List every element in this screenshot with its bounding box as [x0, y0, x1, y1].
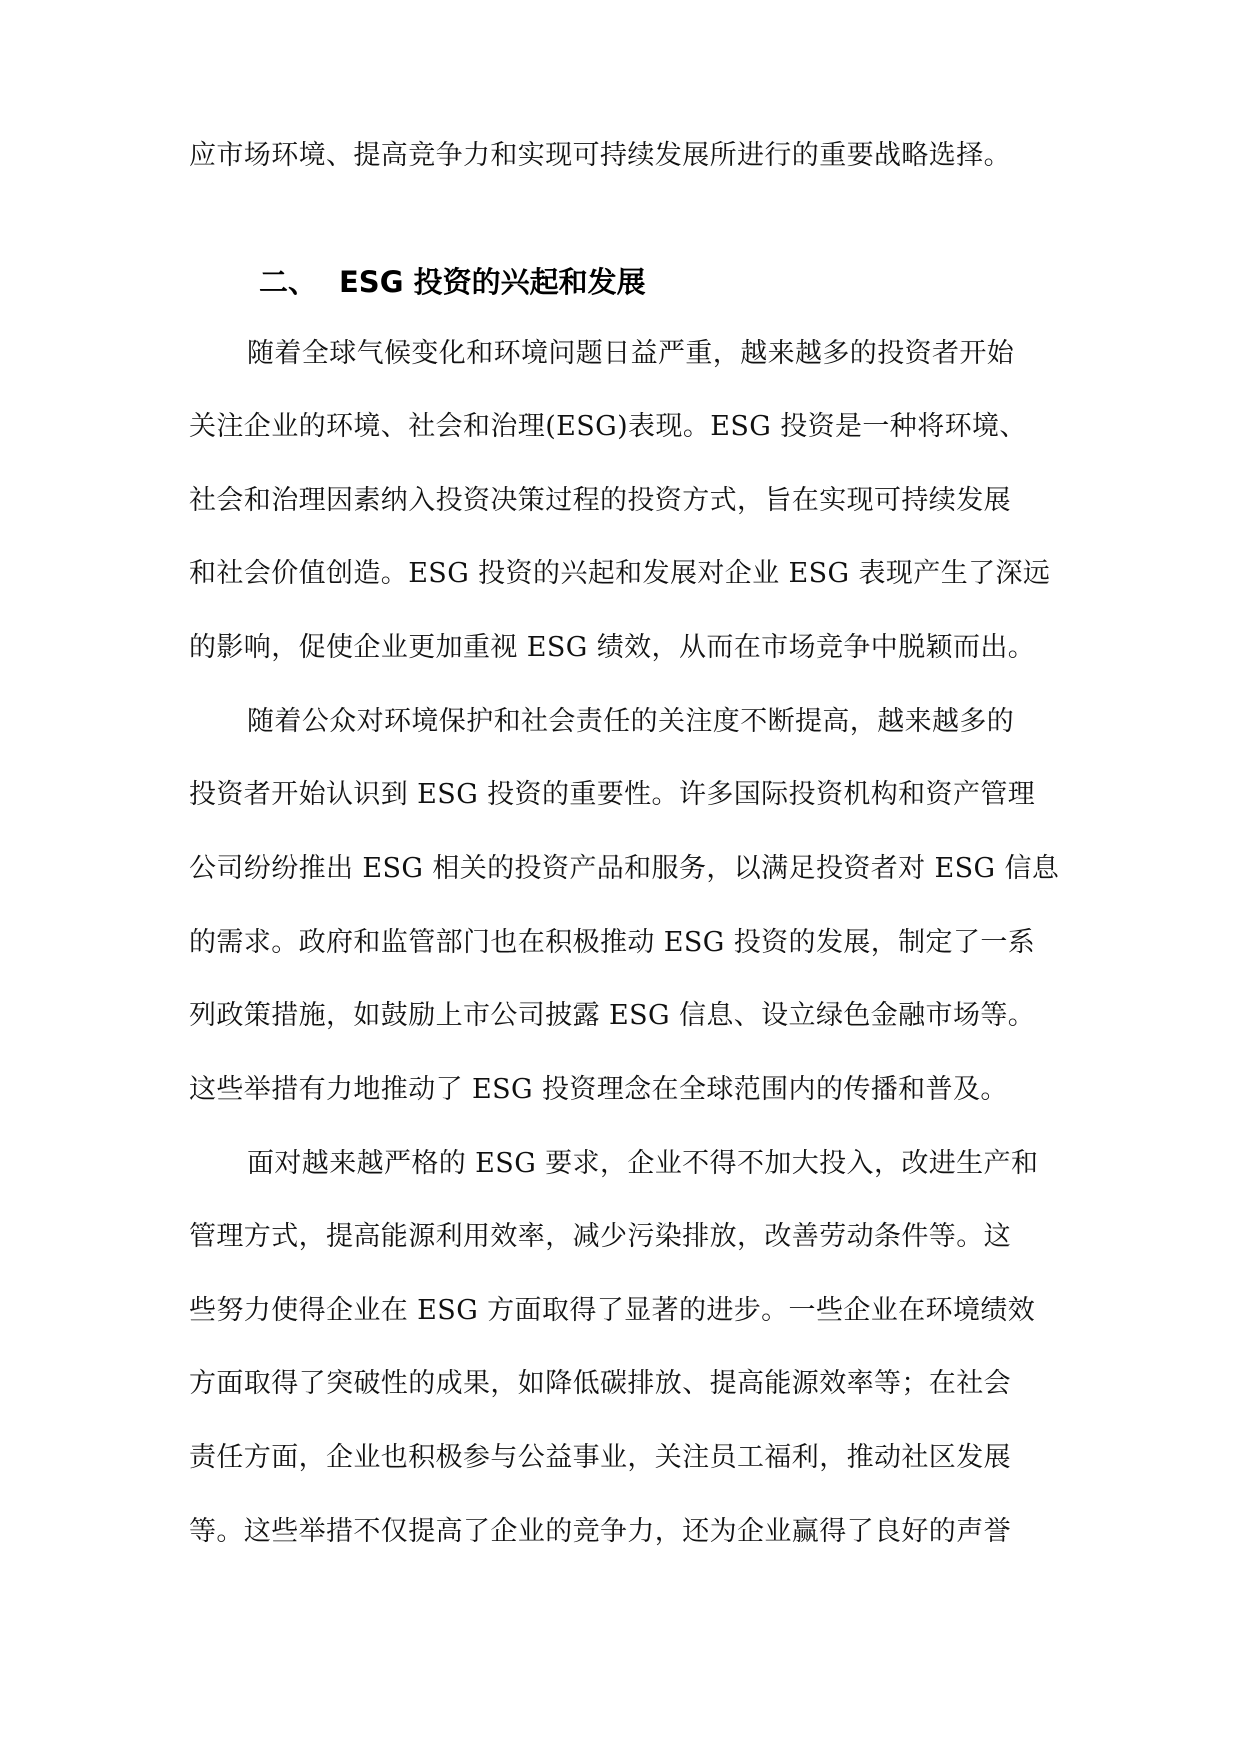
continuation-line: 应市场环境、提高竞争力和实现可持续发展所进行的重要战略选择。: [189, 140, 1011, 171]
paragraph-1-line-2: 关注企业的环境、社会和治理(ESG)表现。ESG 投资是一种将环境、: [189, 411, 1027, 442]
paragraph-1-line-5: 的影响，促使企业更加重视 ESG 绩效，从而在市场竞争中脱颖而出。: [189, 632, 1036, 663]
section-title: ESG 投资的兴起和发展: [339, 265, 646, 299]
paragraph-3-line-3: 些努力使得企业在 ESG 方面取得了显著的进步。一些企业在环境绩效: [189, 1295, 1036, 1326]
paragraph-3-line-4: 方面取得了突破性的成果，如降低碳排放、提高能源效率等；在社会: [189, 1368, 1011, 1399]
paragraph-3-line-5: 责任方面，企业也积极参与公益事业，关注员工福利，推动社区发展: [189, 1442, 1011, 1473]
paragraph-2-line-5: 列政策措施，如鼓励上市公司披露 ESG 信息、设立绿色金融市场等。: [189, 1000, 1036, 1031]
paragraph-3-line-2: 管理方式，提高能源利用效率，减少污染排放，改善劳动条件等。这: [189, 1221, 1011, 1252]
section-heading: [259, 262, 646, 302]
paragraph-3-line-1: 面对越来越严格的 ESG 要求，企业不得不加大投入，改进生产和: [247, 1148, 1039, 1179]
paragraph-1-line-3: 社会和治理因素纳入投资决策过程的投资方式，旨在实现可持续发展: [189, 485, 1011, 516]
paragraph-2-line-3: 公司纷纷推出 ESG 相关的投资产品和服务，以满足投资者对 ESG 信息: [189, 853, 1060, 884]
paragraph-3-line-6: 等。这些举措不仅提高了企业的竞争力，还为企业赢得了良好的声誉: [189, 1516, 1011, 1547]
paragraph-2-line-4: 的需求。政府和监管部门也在积极推动 ESG 投资的发展，制定了一系: [189, 927, 1036, 958]
paragraph-2-line-6: 这些举措有力地推动了 ESG 投资理念在全球范围内的传播和普及。: [189, 1074, 1008, 1105]
paragraph-2-line-2: 投资者开始认识到 ESG 投资的重要性。许多国际投资机构和资产管理: [189, 779, 1036, 810]
paragraph-1-line-4: 和社会价值创造。ESG 投资的兴起和发展对企业 ESG 表现产生了深远: [189, 558, 1051, 589]
paragraph-2-line-1: 随着公众对环境保护和社会责任的关注度不断提高，越来越多的: [247, 706, 1015, 737]
paragraph-1-line-1: 随着全球气候变化和环境问题日益严重，越来越多的投资者开始: [247, 338, 1015, 369]
section-number: 二、: [259, 265, 318, 299]
